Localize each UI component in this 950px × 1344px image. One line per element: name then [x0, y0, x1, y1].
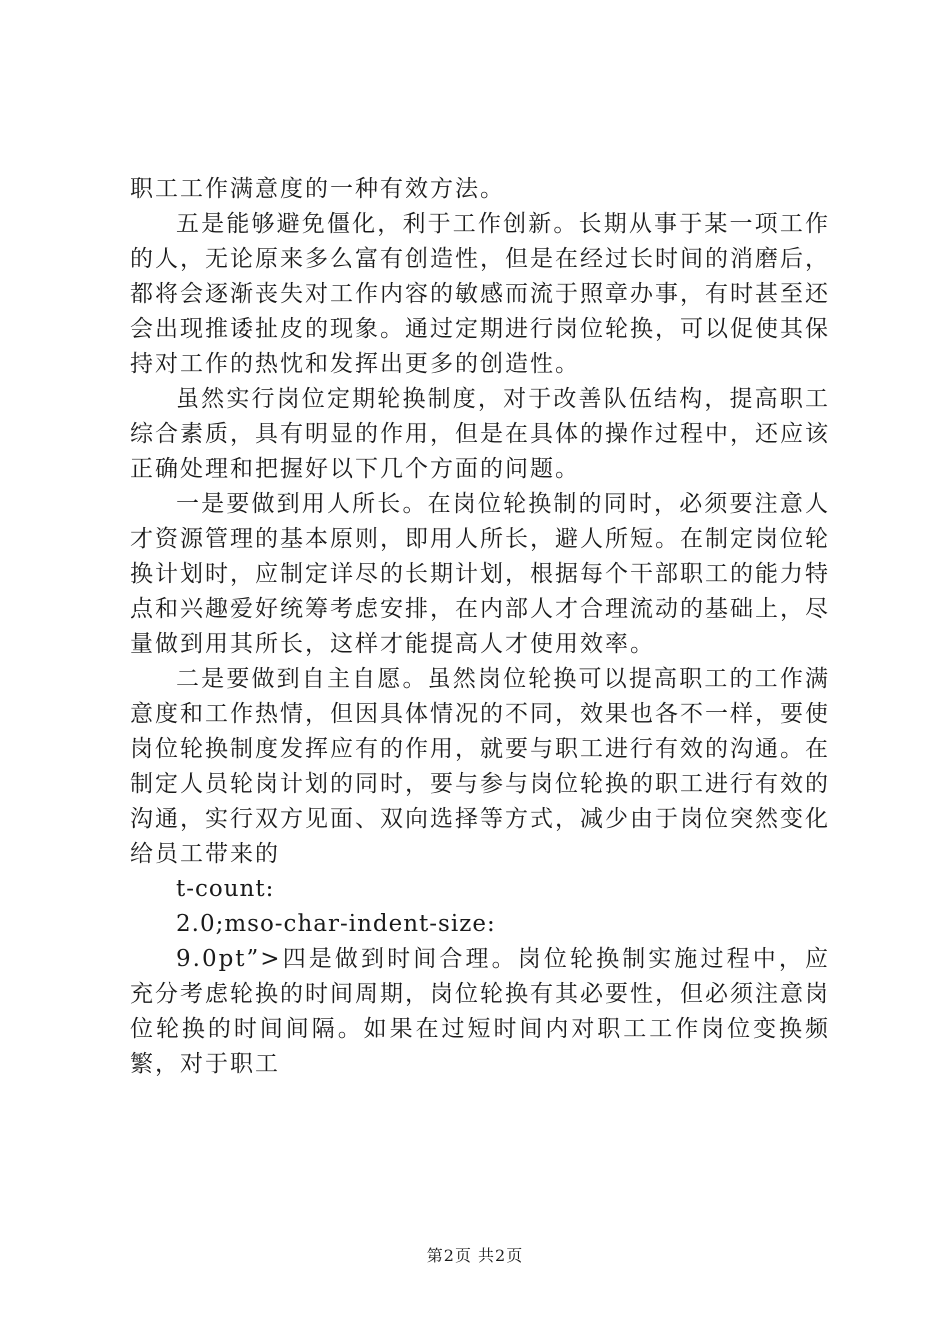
paragraph-8: 9.0pt”>四是做到时间合理。岗位轮换制实施过程中，应充分考虑轮换的时间周期，岗位轮换有其必要性，但必须注意岗位轮换的时间间隔。如果在过短时间内对职工工作岗位变换频繁，对于职工 — [130, 946, 830, 1077]
page-footer: 第2页 共2页 — [426, 1246, 524, 1265]
paragraph-6: t-count: — [176, 876, 275, 902]
paragraph-4: 一是要做到用人所长。在岗位轮换制的同时，必须要注意人才资源管理的基本原则，即用人所长，避人所短。在制定岗位轮换计划时，应制定详尽的长期计划，根据每个干部职工的能力特点和兴趣爱好统筹考虑安排，在内部人才合理流动的基础上，尽量做到用其所长，这样才能提高人才使用效率。 — [130, 491, 830, 657]
paragraph-5: 二是要做到自主自愿。虽然岗位轮换可以提高职工的工作满意度和工作热情，但因具体情况的不同，效果也各不一样，要使岗位轮换制度发挥应有的作用，就要与职工进行有效的沟通。在制定人员轮岗计划的同时，要与参与岗位轮换的职工进行有效的沟通，实行双方见面、双向选择等方式，减少由于岗位突然变化给员工带来的 — [130, 666, 830, 867]
paragraph-7: 2.0;mso-char-indent-size: — [176, 911, 496, 937]
paragraph-2: 五是能够避免僵化，利于工作创新。长期从事于某一项工作的人，无论原来多么富有创造性，但是在经过长时间的消磨后，都将会逐渐丧失对工作内容的敏感而流于照章办事，有时甚至还会出现推诿扯皮的现象。通过定期进行岗位轮换，可以促使其保持对工作的热忱和发挥出更多的创造性。 — [130, 211, 830, 377]
paragraph-3: 虽然实行岗位定期轮换制度，对于改善队伍结构，提高职工综合素质，具有明显的作用，但是在具体的操作过程中，还应该正确处理和把握好以下几个方面的问题。 — [130, 386, 830, 482]
paragraph-1: 职工工作满意度的一种有效方法。 — [130, 176, 505, 202]
document-body — [130, 172, 830, 1082]
